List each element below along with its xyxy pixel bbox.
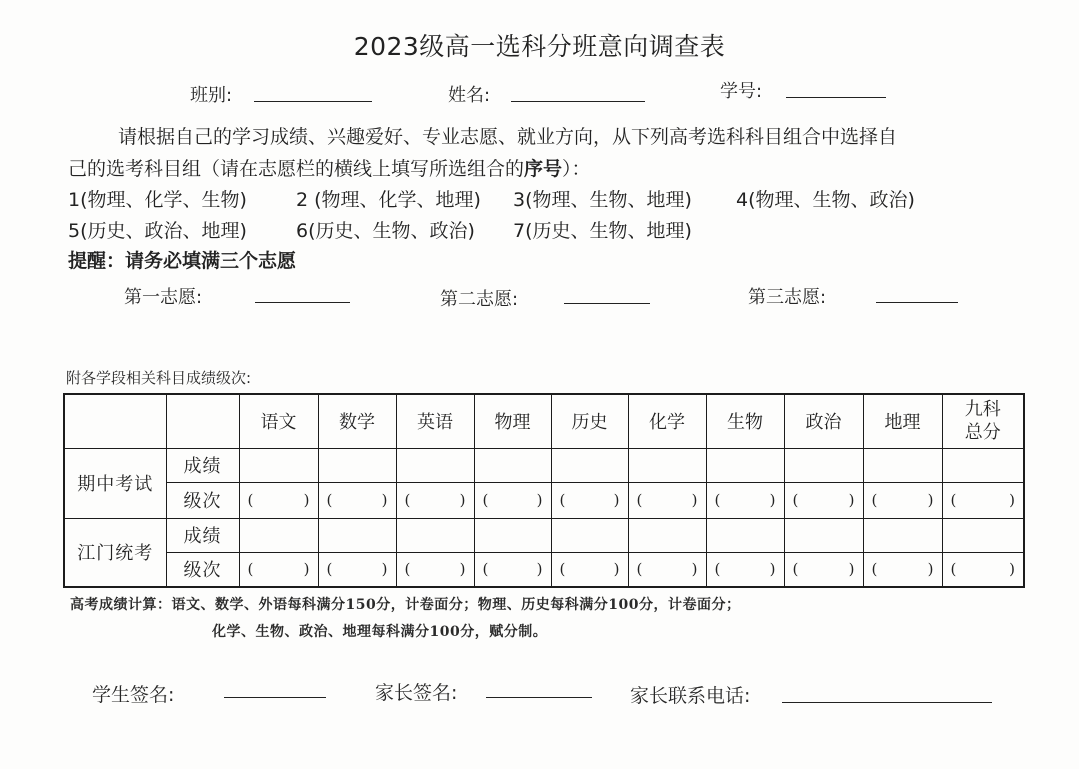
combination-3: 3(物理、生物、地理) — [513, 189, 692, 211]
rank-cell[interactable]: ( ) — [474, 552, 551, 587]
score-cell[interactable] — [318, 448, 396, 482]
serial-number-emphasis: 序号 — [524, 158, 563, 180]
header-chemistry: 化学 — [628, 394, 706, 448]
score-calc-note-line-1: 高考成绩计算：语文、数学、外语每科满分150分，计卷面分；物理、历史每科满分100分，计卷面分； — [70, 597, 741, 613]
instruction-line-2: 己的选考科目组（请在志愿栏的横线上填写所选组合的序号）： — [68, 158, 591, 180]
header-biology: 生物 — [706, 394, 784, 448]
score-cell[interactable] — [784, 448, 863, 482]
score-cell[interactable] — [863, 518, 942, 552]
reminder-text: 提醒：请务必填满三个志愿 — [68, 250, 297, 272]
header-geography: 地理 — [863, 394, 942, 448]
rank-cell[interactable]: ( ) — [239, 552, 318, 587]
score-cell[interactable] — [551, 448, 628, 482]
class-field[interactable] — [254, 101, 372, 102]
score-cell[interactable] — [628, 448, 706, 482]
form-title: 2023级高一选科分班意向调查表 — [353, 32, 726, 61]
score-cell[interactable] — [474, 448, 551, 482]
score-cell[interactable] — [706, 518, 784, 552]
name-label: 姓名: — [448, 85, 491, 106]
score-cell[interactable] — [784, 518, 863, 552]
instruction-line-1: 请根据自己的学习成绩、兴趣爱好、专业志愿、就业方向，从下列高考选科科目组合中选择自 — [118, 126, 898, 148]
table-caption: 附各学段相关科目成绩级次: — [66, 369, 252, 387]
score-cell[interactable] — [474, 518, 551, 552]
second-choice-field[interactable] — [564, 303, 650, 304]
rank-cell[interactable]: ( ) — [396, 552, 474, 587]
second-choice-label: 第二志愿: — [440, 289, 519, 310]
combination-1: 1(物理、化学、生物) — [68, 189, 247, 211]
rank-cell[interactable]: ( ) — [239, 482, 318, 518]
rank-cell[interactable]: ( ) — [706, 552, 784, 587]
rank-cell[interactable]: ( ) — [863, 552, 942, 587]
student-id-label: 学号: — [720, 81, 763, 102]
score-cell[interactable] — [396, 518, 474, 552]
header-physics: 物理 — [474, 394, 551, 448]
rank-cell[interactable]: ( ) — [784, 552, 863, 587]
score-cell[interactable] — [239, 448, 318, 482]
score-cell[interactable] — [863, 448, 942, 482]
corner-cell-2 — [166, 394, 239, 448]
rank-cell[interactable]: ( ) — [942, 552, 1024, 587]
rank-cell[interactable]: ( ) — [706, 482, 784, 518]
score-row-label: 成绩 — [166, 518, 239, 552]
rank-cell[interactable]: ( ) — [551, 482, 628, 518]
header-english: 英语 — [396, 394, 474, 448]
rank-cell[interactable]: ( ) — [863, 482, 942, 518]
score-row-label: 成绩 — [166, 448, 239, 482]
rank-cell[interactable]: ( ) — [628, 482, 706, 518]
exam-midterm-label: 期中考试 — [64, 448, 166, 518]
table-header-row — [64, 394, 1024, 448]
header-politics: 政治 — [784, 394, 863, 448]
header-math: 数学 — [318, 394, 396, 448]
parent-signature-field[interactable] — [486, 697, 592, 698]
score-cell[interactable] — [318, 518, 396, 552]
first-choice-label: 第一志愿: — [124, 287, 203, 308]
score-cell[interactable] — [396, 448, 474, 482]
score-cell[interactable] — [706, 448, 784, 482]
rank-cell[interactable]: ( ) — [318, 552, 396, 587]
rank-row-label: 级次 — [166, 552, 239, 587]
rank-cell[interactable]: ( ) — [474, 482, 551, 518]
combination-7: 7(历史、生物、地理) — [513, 220, 692, 242]
score-cell[interactable] — [551, 518, 628, 552]
class-label: 班别: — [190, 85, 233, 106]
rank-cell[interactable]: ( ) — [628, 552, 706, 587]
grades-table — [63, 393, 1025, 588]
student-id-field[interactable] — [786, 97, 886, 98]
combination-6: 6(历史、生物、政治) — [296, 220, 475, 242]
table-row — [64, 552, 1024, 587]
student-signature-field[interactable] — [224, 697, 326, 698]
rank-cell[interactable]: ( ) — [784, 482, 863, 518]
header-history: 历史 — [551, 394, 628, 448]
score-cell[interactable] — [628, 518, 706, 552]
score-cell[interactable] — [942, 448, 1024, 482]
first-choice-field[interactable] — [255, 302, 350, 303]
table-row — [64, 518, 1024, 552]
parent-phone-field[interactable] — [782, 702, 992, 703]
corner-cell — [64, 394, 166, 448]
combination-2: 2 (物理、化学、地理) — [296, 189, 481, 211]
student-signature-label: 学生签名: — [92, 684, 175, 706]
name-field[interactable] — [511, 101, 645, 102]
parent-phone-label: 家长联系电话: — [630, 685, 751, 707]
table-row — [64, 482, 1024, 518]
rank-cell[interactable]: ( ) — [551, 552, 628, 587]
score-cell[interactable] — [239, 518, 318, 552]
table-row — [64, 448, 1024, 482]
header-chinese: 语文 — [239, 394, 318, 448]
third-choice-field[interactable] — [876, 302, 958, 303]
score-cell[interactable] — [942, 518, 1024, 552]
parent-signature-label: 家长签名: — [375, 682, 458, 704]
rank-cell[interactable]: ( ) — [318, 482, 396, 518]
rank-row-label: 级次 — [166, 482, 239, 518]
third-choice-label: 第三志愿: — [748, 287, 827, 308]
exam-jiangmen-label: 江门统考 — [64, 518, 166, 587]
combination-4: 4(物理、生物、政治) — [736, 189, 915, 211]
rank-cell[interactable]: ( ) — [396, 482, 474, 518]
combination-5: 5(历史、政治、地理) — [68, 220, 247, 242]
header-total: 九科 总分 — [942, 394, 1024, 448]
rank-cell[interactable]: ( ) — [942, 482, 1024, 518]
score-calc-note-line-2: 化学、生物、政治、地理每科满分100分，赋分制。 — [212, 624, 548, 640]
